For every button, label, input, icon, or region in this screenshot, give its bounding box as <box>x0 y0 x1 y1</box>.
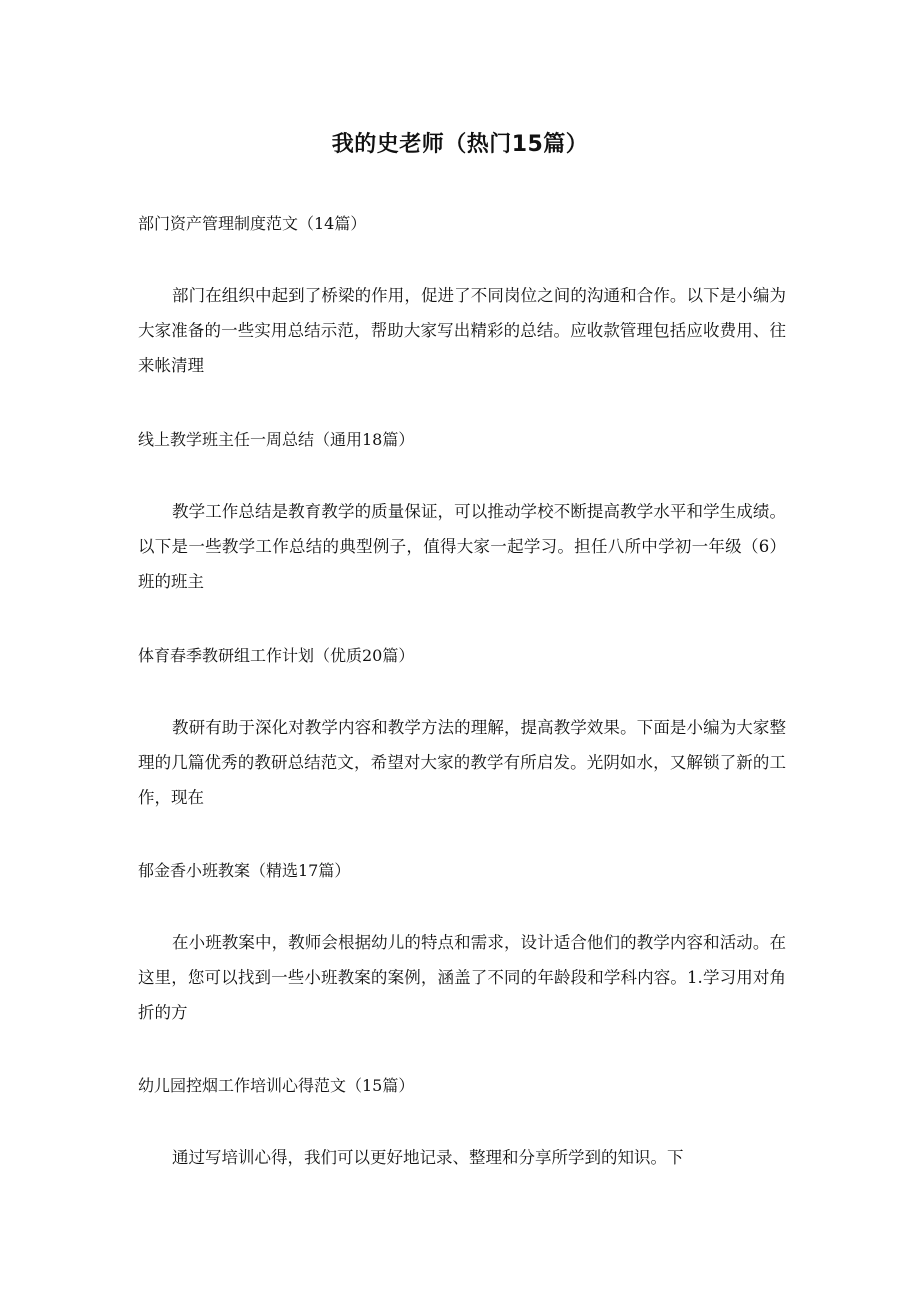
section-paragraph: 部门在组织中起到了桥梁的作用，促进了不同岗位之间的沟通和合作。以下是小编为大家准备的一些实用总结示范，帮助大家写出精彩的总结。应收款管理包括应收费用、往来帐清理 <box>138 286 786 375</box>
section-paragraph: 通过写培训心得，我们可以更好地记录、整理和分享所学到的知识。下 <box>172 1148 684 1167</box>
section-paragraph: 教学工作总结是教育教学的质量保证，可以推动学校不断提高教学水平和学生成绩。以下是一些教学工作总结的典型例子，值得大家一起学习。担任八所中学初一年级（6）班的班主 <box>138 502 786 591</box>
section-heading: 体育春季教研组工作计划（优质20篇） <box>138 646 415 665</box>
section-heading: 幼儿园控烟工作培训心得范文（15篇） <box>138 1076 415 1095</box>
document-title: 我的史老师（热门15篇） <box>331 132 589 157</box>
section-heading: 部门资产管理制度范文（14篇） <box>138 214 367 233</box>
section-paragraph: 在小班教案中，教师会根据幼儿的特点和需求，设计适合他们的教学内容和活动。在这里，您可以找到一些小班教案的案例，涵盖了不同的年龄段和学科内容。1.学习用对角折的方 <box>138 933 786 1022</box>
section-paragraph: 教研有助于深化对教学内容和教学方法的理解，提高教学效果。下面是小编为大家整理的几篇优秀的教研总结范文，希望对大家的教学有所启发。光阴如水，又解锁了新的工作，现在 <box>138 718 786 807</box>
section-heading: 郁金香小班教案（精选17篇） <box>138 861 351 880</box>
section-heading: 线上教学班主任一周总结（通用18篇） <box>138 430 415 449</box>
